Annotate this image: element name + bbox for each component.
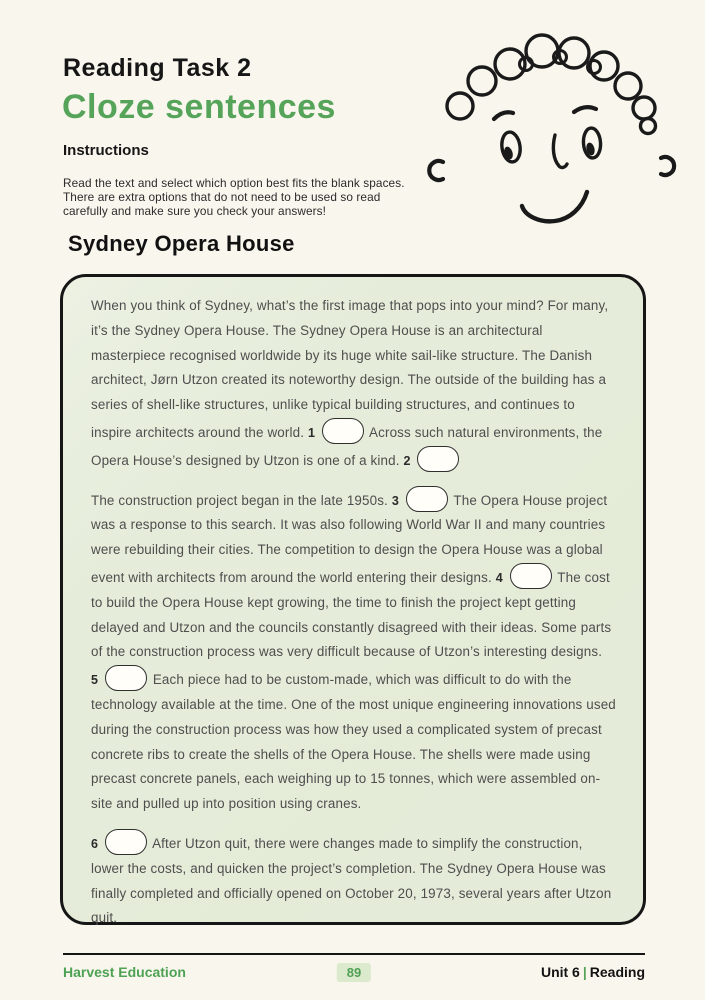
answer-blank-6[interactable]	[105, 829, 147, 855]
page-title: Cloze sentences	[62, 88, 336, 126]
passage-text: Each piece had to be custom-made, which was difficult to do with the technology available at the time. One of the most unique engineering innovations used during the construction process was how they used a complicated system of precast concrete ribs to create the shells of the Opera House. The shells were made using precast concrete panels, each weighing up to 15 tonnes, which were assembled on-site and pulled up into position using cranes.	[91, 672, 616, 812]
passage-text: The construction project began in the late 1950s.	[91, 492, 388, 508]
blank-number-3: 3	[391, 493, 399, 508]
page-footer	[63, 953, 645, 980]
passage-paragraph	[91, 829, 616, 931]
blank-number-4: 4	[495, 570, 503, 585]
passage-text: The cost to build the Opera House kept growing, the time to finish the project kept getting delayed and Utzon and the councils constantly disagreed with their ideas. Some parts of the construction process was very difficult because of Utzon’s interesting designs.	[91, 569, 612, 660]
unit-section: Reading	[589, 964, 645, 980]
passage-text: The Opera House project was a response to this search. It was also following World War II and many countries were rebuilding their cities. The competition to design the Opera House was a global event with architects from around the world entering their designs.	[91, 492, 608, 585]
passage-title: Sydney Opera House	[68, 231, 295, 256]
passage	[91, 294, 616, 931]
smiling-face-doodle-icon	[410, 20, 688, 235]
answer-blank-3[interactable]	[406, 486, 448, 512]
unit-label	[541, 964, 645, 980]
page-number-badge: 89	[337, 963, 371, 982]
passage-text: After Utzon quit, there were changes made to simplify the construction, lower the costs, and quicken the project’s completion. The Sydney Opera House was finally completed and officially opened on October 20, 1973, several years after Utzon quit.	[91, 835, 612, 926]
blank-number-2: 2	[403, 453, 411, 468]
publisher-name: Harvest Education	[63, 964, 186, 980]
blank-number-5: 5	[91, 673, 98, 688]
unit-number: Unit 6	[540, 964, 580, 980]
footer-divider	[63, 953, 645, 955]
instructions-line: Read the text and select which option best fits the blank spaces.	[63, 176, 405, 190]
passage-text: When you think of Sydney, what’s the first image that pops into your mind? For many, it’s the Sydney Opera House. The Sydney Opera House is an architectural masterpiece recognised worldwide by its huge white sail-like structure. The Danish architect, Jørn Utzon created its noteworthy design. The outside of the building has a series of shell-like structures, unlike typical building structures, and continues to inspire architects around the world.	[91, 298, 609, 440]
answer-blank-2[interactable]	[417, 446, 459, 472]
passage-text: Across such natural environments, the Opera House’s designed by Utzon is one of a kind.	[91, 424, 603, 468]
passage-paragraph	[91, 294, 616, 474]
instructions-line: carefully and make sure you check your answers!	[63, 203, 327, 218]
instructions-heading: Instructions	[63, 142, 149, 159]
blank-number-6: 6	[91, 836, 98, 851]
passage-card	[60, 274, 646, 925]
unit-separator: |	[582, 964, 587, 980]
answer-blank-1[interactable]	[322, 418, 364, 444]
blank-number-1: 1	[307, 425, 315, 440]
instructions-text	[63, 177, 443, 218]
answer-blank-5[interactable]	[105, 665, 147, 691]
task-kicker: Reading Task 2	[63, 54, 252, 82]
answer-blank-4[interactable]	[510, 563, 552, 589]
instructions-line: There are extra options that do not need to be used so read	[63, 189, 381, 204]
footer-row	[63, 964, 645, 980]
passage-paragraph	[91, 486, 616, 817]
